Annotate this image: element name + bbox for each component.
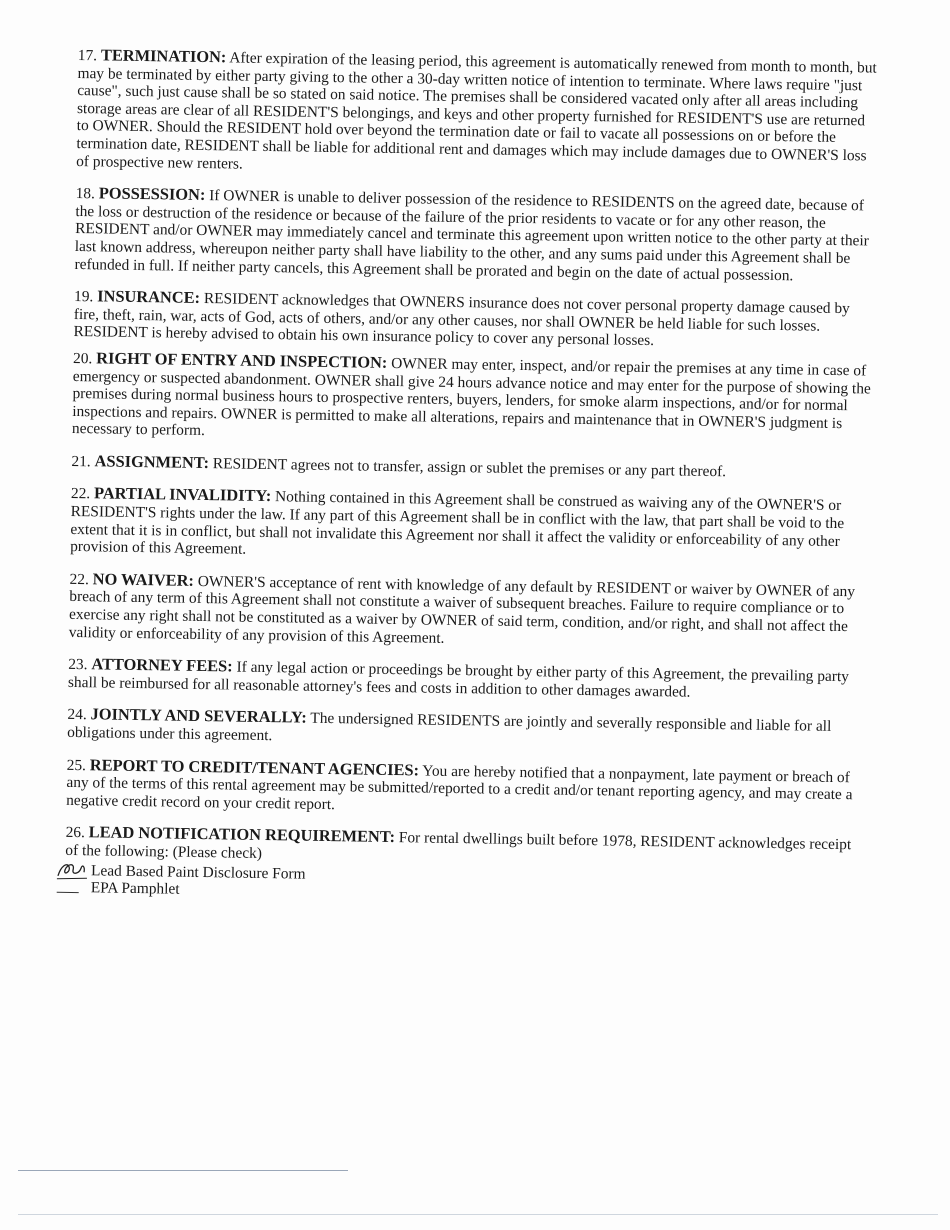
section-attorney-fees [68,655,868,704]
section-number: 24. [67,706,87,724]
section-termination [76,46,878,183]
section-heading: ATTORNEY FEES: [91,654,233,676]
section-possession [74,184,875,286]
section-number: 19. [73,288,94,306]
section-heading: NO WAIVER: [92,569,195,590]
section-number: 26. [65,824,86,842]
section-text: After expiration of the leasing period, this agreement is automatically renewed from month to month, but may be terminated by either party giving to the other a 30-day written notice of intention to terminate. Where laws require "just cause", such just cause shall be so stated on said notice. The premises shall be considered vacated only after all areas including storage areas are clear of all RESIDENT'S belongings, and keys and other property furnished for RESIDENT'S use are returned to OWNER. Should the RESIDENT hold over beyond the termination date or fail to vacate all possessions on or before the termination date, RESIDENT shall be liable for additional rent and damages which may include damages due to OWNER'S loss of prospective new renters. [76,49,877,173]
section-right-of-entry [72,349,873,451]
section-heading: LEAD NOTIFICATION REQUIREMENT: [88,822,396,847]
section-text: OWNER may enter, inspect, and/or repair the premises at any time in case of emergency or suspected abandonment. OWNER shall give 24 hours advance notice and may enter for the purpose of showing the premises during normal business hours to prospective renters, buyers, lenders, for smoke alarm inspections, and/or for normal inspections and repairs. OWNER is permitted to make all alterations, repairs and maintenance that in OWNER'S judgment is necessary to perform. [71,354,871,440]
section-text: You are hereby notified that a nonpayment, late payment or breach of any of the terms of this rental agreement may be submitted/reported to a credit and/or tenant reporting agency, and may create a negative credit record on your credit report. [66,762,853,813]
section-heading: INSURANCE: [97,286,201,308]
section-partial-invalidity [70,484,871,568]
checklist-label: Lead Based Paint Disclosure Form [90,861,306,883]
section-jointly-severally [67,705,867,754]
check-blank-line [57,891,79,892]
section-number: 23. [68,656,88,674]
section-text: If OWNER is unable to deliver possession of the residence to RESIDENTS on the agreed date, because of the loss or destruction of the residence or because of the failure of the prior residents to vacate or for any other reason, the RESIDENT and/or OWNER may immediately cancel and terminate this agreement upon written notice to the other party at their last known address, whereupon neither party shall have liability to the other, and any sums paid under this Agreement shall be refunded in full. If neither party cancels, this Agreement shall be prorated and begin on the date of actual possession. [74,187,869,284]
lease-terms-content [65,46,878,908]
section-number: 21. [71,452,91,471]
section-number: 22. [69,570,90,589]
section-no-waiver [69,570,870,654]
checklist-label: EPA Pamphlet [90,878,180,898]
section-heading: JOINTLY AND SEVERALLY: [90,704,307,728]
section-heading: TERMINATION: [100,45,227,67]
section-number: 17. [77,46,98,65]
scan-edge-line [18,1170,348,1171]
section-credit-reporting [66,756,867,822]
section-number: 25. [66,756,87,774]
section-text: The undersigned RESIDENTS are jointly and severally responsible and liable for all obligations under this agreement. [67,710,832,745]
section-heading: REPORT TO CREDIT/TENANT AGENCIES: [89,754,420,780]
section-text: OWNER'S acceptance of rent with knowledge of any default by RESIDENT or waiver by OWNER of any breach of any term of this Agreement shall not constitute a waiver of subsequent breaches. Failure to require compliance or to exercise any right shall not be constituted as a waiver by OWNER of said term, condition, and/or right, and shall not affect the validity or enforceability of any provision of this Agreement. [68,572,856,647]
section-number: 18. [75,185,96,203]
section-heading: PARTIAL INVALIDITY: [93,483,272,506]
section-text: If any legal action or proceedings be brought by either party of this Agreement, the prevailing party shall be reimbursed for all reasonable attorney's fees and costs in addition to other damages awarded. [67,658,850,701]
section-number: 22. [70,485,91,503]
section-text: RESIDENT agrees not to transfer, assign or sublet the premises or any part thereof. [212,455,727,481]
section-text: RESIDENT acknowledges that OWNERS insurance does not cover personal property damage caused by fire, theft, rain, war, acts of God, acts of others, and/or any other causes, nor shall OWNER be held liable for such losses. RESIDENT is hereby advised to obtain his own insurance policy to cover any personal losses. [73,290,850,350]
section-insurance [73,287,874,353]
section-heading: RIGHT OF ENTRY AND INSPECTION: [96,348,388,372]
section-heading: ASSIGNMENT: [94,451,210,472]
section-assignment [71,452,871,483]
section-text: Nothing contained in this Agreement shall be construed as waiving any of the OWNER'S or RESIDENT'S rights under the law. If any part of this Agreement shall be in conflict with the law, that part shall be void to the extent that it is in conflict, but shall not invalidate this Agreement nor shall it affect the validity or enforceability of any other provision of this Agreement. [70,488,845,558]
section-text: For rental dwellings built before 1978, RESIDENT acknowledges receipt of the following: (Please check) [65,829,852,862]
section-heading: POSSESSION: [98,183,206,205]
section-number: 20. [72,349,93,368]
scan-edge-line [18,1214,938,1215]
